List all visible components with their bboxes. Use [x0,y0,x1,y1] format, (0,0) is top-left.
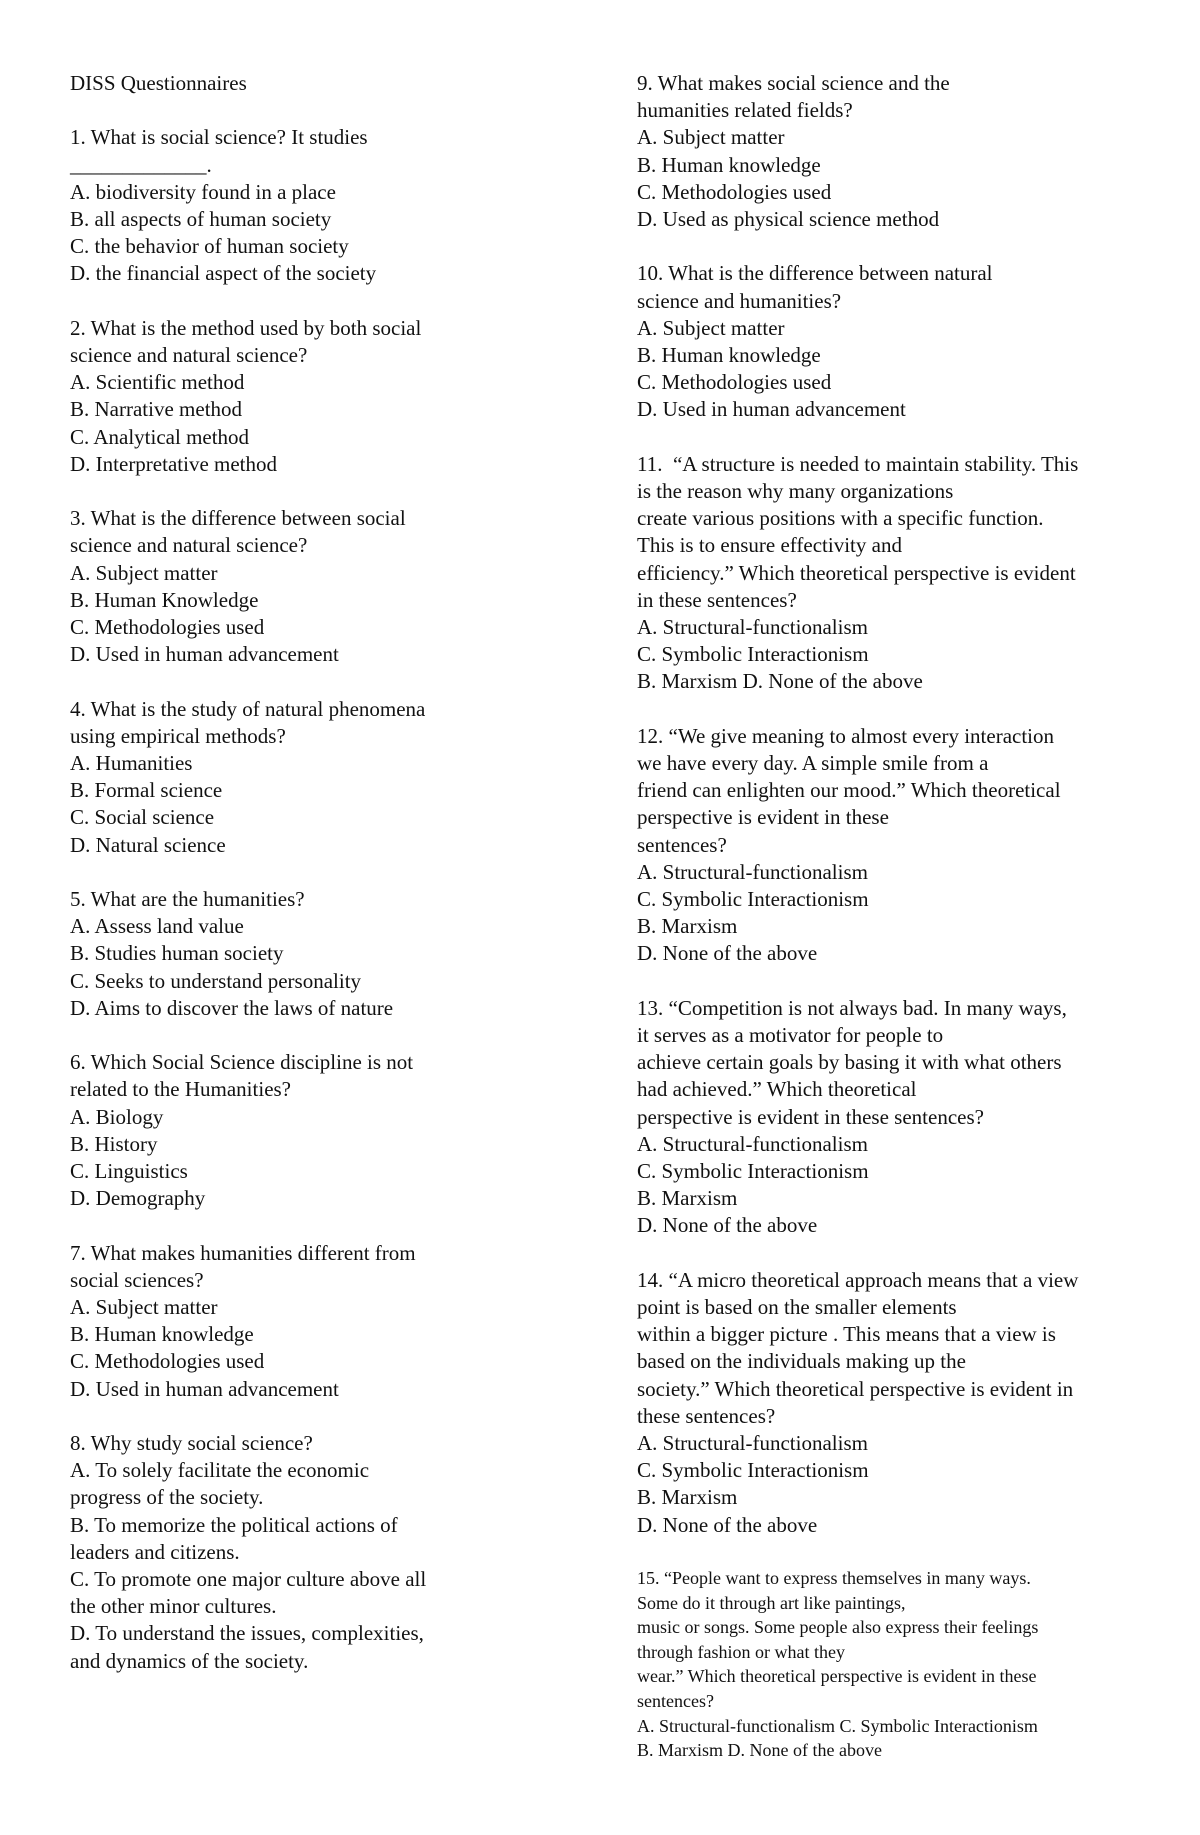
text-line: C. Linguistics [70,1159,188,1184]
text-line: 9. What makes social science and the [637,71,950,95]
text-line: D. Used in human advancement [70,1376,339,1401]
text-line: D. Aims to discover the laws of nature [70,995,394,1020]
text-line: the other minor cultures. [70,1594,277,1619]
text-line: in these sentences? [637,587,797,612]
text-line: D. None of the above [637,1213,818,1238]
text-line: D. None of the above [637,1512,818,1537]
text-line: B. Marxism [637,914,738,939]
text-line: perspective is evident in these sentences? [637,1104,984,1129]
text-line: A. Structural-functionalism [637,1131,868,1156]
spacer [70,1022,520,1049]
text-line: C. Seeks to understand personality [70,968,362,993]
text-line: B. History [70,1131,158,1156]
text-line: related to the Humanities? [70,1077,292,1102]
questions-9-14 [637,70,1137,1566]
text-line: D. Demography [70,1186,206,1211]
text-line: D. Interpretative method [70,451,278,476]
spacer [70,97,520,124]
text-line: A. Assess land value [70,914,244,939]
text-line: 2. What is the method used by both social [70,315,422,340]
text-line: B. all aspects of human society [70,207,332,231]
text-line: D. To understand the issues, complexities, [70,1621,424,1646]
text-line: we have every day. A simple smile from a [637,751,989,776]
text-line: B. Marxism D. None of the above [637,669,923,694]
spacer [70,478,520,505]
text-line: B. Human knowledge [637,343,821,368]
spacer [637,424,1137,451]
text-line: C. Methodologies used [70,1349,265,1374]
spacer [70,1403,520,1430]
text-line: progress of the society. [70,1485,264,1510]
text-line: C. Methodologies used [70,615,265,640]
text-line: is the reason why many organizations [637,479,954,504]
text-line: social sciences? [70,1267,204,1292]
text-line: create various positions with a specific function. [637,506,1044,531]
text-line: achieve certain goals by basing it with what others [637,1050,1062,1075]
spacer [70,668,520,695]
text-line: A. Subject matter [637,125,785,150]
text-line: and dynamics of the society. [70,1648,309,1673]
spacer [70,859,520,886]
spacer [70,288,520,315]
text-line: sentences? [637,1691,714,1712]
text-line: Some do it through art like paintings, [637,1592,906,1613]
text-line: A. Structural-functionalism [637,859,868,884]
text-line: A. Structural-functionalism [637,615,868,640]
text-line: 3. What is the difference between social [70,506,406,531]
text-line: DISS Questionnaires [70,71,247,95]
text-line: 10. What is the difference between natural [637,261,993,286]
text-line: friend can enlighten our mood.” Which theoretical [637,778,1061,803]
text-line: 15. “People want to express themselves in many ways. [637,1568,1031,1589]
text-line: 5. What are the humanities? [70,887,305,912]
text-line: point is based on the smaller elements [637,1295,957,1320]
text-line: science and natural science? [70,533,308,558]
text-line: A. Biology [70,1104,164,1129]
question-15 [637,1566,1137,1763]
text-line: B. Human Knowledge [70,587,259,612]
text-line: C. the behavior of human society [70,234,349,259]
text-line: D. None of the above [637,941,818,966]
text-line: B. To memorize the political actions of [70,1512,398,1537]
text-line: C. Symbolic Interactionism [637,642,869,667]
text-line: A. Structural-functionalism C. Symbolic Interactionism [637,1715,1038,1736]
text-line: using empirical methods? [70,723,286,748]
text-line: science and natural science? [70,343,308,367]
text-line: C. Symbolic Interactionism [637,1458,869,1483]
text-line: A. Subject matter [70,560,218,585]
text-line: 12. “We give meaning to almost every interaction [637,723,1055,748]
text-line: B. Marxism D. None of the above [637,1740,882,1761]
text-line: B. Narrative method [70,397,243,422]
text-line: it serves as a motivator for people to [637,1023,944,1048]
text-line: _____________. [70,152,212,177]
spacer [637,1240,1137,1267]
text-line: 8. Why study social science? [70,1431,313,1456]
text-line: 7. What makes humanities different from [70,1240,416,1265]
text-line: D. Used in human advancement [637,397,906,422]
right-column [637,70,1137,1763]
text-line: 4. What is the study of natural phenomena [70,696,426,721]
text-line: science and humanities? [637,288,842,313]
text-line: within a bigger picture . This means that a view is [637,1322,1056,1347]
spacer [70,1212,520,1239]
text-line: This is to ensure effectivity and [637,533,902,558]
left-column [70,70,520,1675]
text-line: 13. “Competition is not always bad. In many ways, [637,995,1067,1020]
text-line: B. Human knowledge [70,1322,254,1347]
text-line: B. Studies human society [70,941,284,966]
text-line: B. Human knowledge [637,152,821,177]
text-line: C. Methodologies used [637,179,832,204]
text-line: perspective is evident in these [637,805,889,830]
text-line: A. biodiversity found in a place [70,179,336,204]
text-line: D. Natural science [70,832,226,857]
text-line: D. the financial aspect of the society [70,261,377,286]
text-line: sentences? [637,832,727,857]
text-line: 14. “A micro theoretical approach means that a view [637,1267,1079,1292]
text-line: B. Marxism [637,1485,738,1510]
text-line: C. Methodologies used [637,370,832,395]
text-line: C. To promote one major culture above all [70,1567,427,1592]
text-line: B. Formal science [70,778,223,803]
text-line: leaders and citizens. [70,1539,240,1564]
text-line: wear.” Which theoretical perspective is evident in these [637,1666,1037,1687]
text-line: these sentences? [637,1403,776,1428]
text-line: A. Subject matter [70,1295,218,1320]
text-line: based on the individuals making up the [637,1349,966,1374]
spacer [637,1539,1137,1566]
text-line: C. Social science [70,805,215,830]
text-line: A. Scientific method [70,370,245,395]
text-line: humanities related fields? [637,98,853,123]
text-line: A. To solely facilitate the economic [70,1458,370,1483]
text-line: society.” Which theoretical perspective is evident in [637,1376,1074,1401]
text-line: A. Humanities [70,751,193,776]
text-line: music or songs. Some people also express their feelings [637,1617,1039,1638]
text-line: efficiency.” Which theoretical perspective is evident [637,560,1076,585]
text-line: D. Used in human advancement [70,642,339,667]
spacer [637,696,1137,723]
text-line: 11. “A structure is needed to maintain stability. This [637,451,1079,476]
spacer [637,968,1137,995]
text-line: C. Analytical method [70,424,250,449]
text-line: D. Used as physical science method [637,207,940,232]
text-line: C. Symbolic Interactionism [637,887,869,912]
text-line: C. Symbolic Interactionism [637,1159,869,1184]
text-line: 1. What is social science? It studies [70,125,368,150]
text-line: through fashion or what they [637,1641,845,1662]
text-line: B. Marxism [637,1186,738,1211]
text-line: A. Subject matter [637,315,785,340]
spacer [637,233,1137,260]
text-line: had achieved.” Which theoretical [637,1077,917,1102]
text-line: 6. Which Social Science discipline is not [70,1050,414,1075]
text-line: A. Structural-functionalism [637,1431,868,1456]
